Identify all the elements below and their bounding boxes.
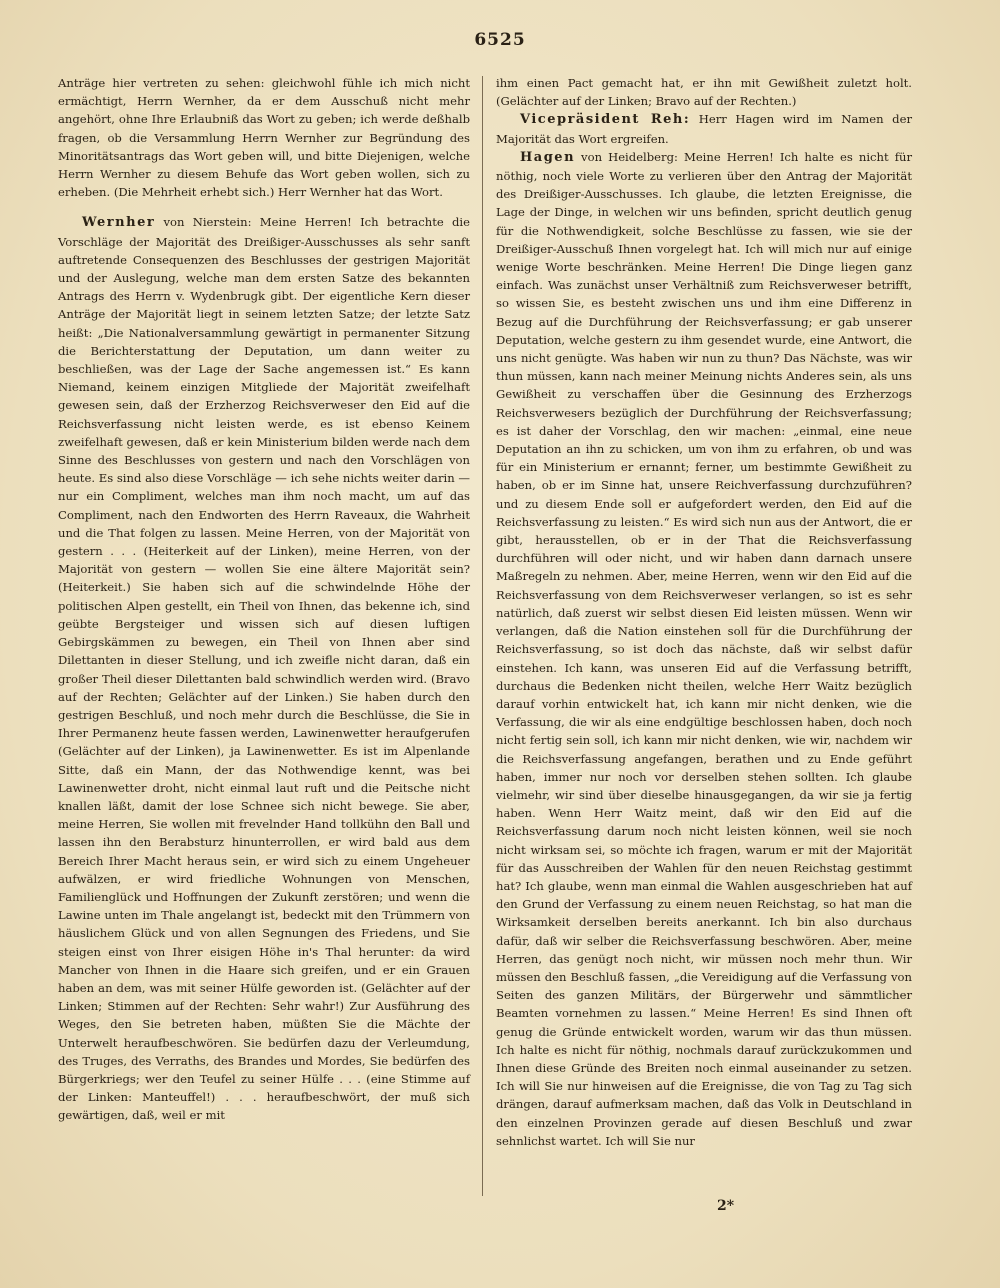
column-divider bbox=[482, 76, 483, 1196]
speech-text: von Nierstein: Meine Herren! Ich betrachte die Vorschläge der Majorität des Dreißiger-Ausschusses als sehr sanft auftretende Consequenzen des Beschlusses der gestrigen Majorität und der Auslegung, welche man dem ersten Satze des bekannten Antrags des Herrn v. Wydenbrugk gibt. Der eigentliche Kern dieser Anträge der Majorität liegt in seinem letzten Satze; der letzte Satz heißt: „Die Nationalversammlung gewärtigt in permanenter Sitzung die Berichterstattung der Deputation, um dann weiter zu beschließen, was der Lage der Sache angemessen ist.“ Es kann Niemand, keinem einzigen Mitgliede der Majorität zweifelhaft gewesen sein, daß der Erzherzog Reichsverweser den Eid auf die Reichsverfassung nicht leisten werde, es ist ebenso Keinem zweifelhaft gewesen, daß er kein Ministerium bilden werde nach dem Sinne des Beschlusses von gestern und nach den Vorschlägen von heute. Es sind also diese Vorschläge — ich sehe nichts weiter darin — nur ein Compliment, welches man ihm noch macht, um auf das Compliment, nach den Endworten des Herrn Raveaux, die Wahrheit und die That folgen zu lassen. Meine Herren, von der Majorität von gestern . . . (Heiterkeit auf der Linken), meine Herren, von der Majorität von gestern — wollen Sie eine ältere Majorität sein? (Heiterkeit.) Sie haben sich auf die schwindelnde Höhe der politischen Alpen gestellt, ein Theil von Ihnen, das bekenne ich, sind geübte Bergsteiger und wissen sich auf diesen luftigen Gebirgskämmen zu bewegen, ein Theil von Ihnen aber sind Dilettanten in dieser Stellung, und ich zweifle nicht daran, daß ein großer Theil dieser Dilettanten bald schwindlich werden wird. (Bravo auf der Rechten; Gelächter auf der Linken.) Sie haben durch den gestrigen Beschluß, und noch mehr durch die Beschlüsse, die Sie in Ihrer Permanenz heute fassen werden, Lawinenwetter heraufgerufen (Gelächter auf der Linken), ja Lawinenwetter. Es ist im Alpenlande Sitte, daß ein Mann, der das Nothwendige kennt, was bei Lawinenwetter droht, nicht einmal laut ruft und die Peitsche nicht knallen läßt, damit der lose Schnee sich nicht bewege. Sie aber, meine Herren, Sie wollen mit frevelnder Hand tollkühn den Ball und lassen ihn den Berabsturz hinunterrollen, er wird bald aus dem Bereich Ihrer Macht heraus sein, er wird sich zu einem Ungeheuer aufwälzen, er wird friedliche Wohnungen von Menschen, Familienglück und Hoffnungen der Zukunft zerstören; und wenn die Lawine unten im Thale angelangt ist, bedeckt mit den Trümmern von häuslichem Glück und von allen Segnungen des Friedens, und Sie steigen einst von Ihrer eisigen Höhe in's Thal herunter: da wird Mancher von Ihnen in die Haare sich greifen, und er ein Grauen haben an dem, was mit seiner Hülfe geworden ist. (Gelächter auf der Linken; Stimmen auf der Rechten: Sehr wahr!) Zur Ausführung des Weges, den Sie betreten haben, müßten Sie die Mächte der Unterwelt heraufbeschwören. Sie bedürfen dazu der Verleumdung, des Truges, des Verraths, des Brandes und Mordes, Sie bedürfen des Bürgerkriegs; wer den Teufel zu seiner Hülfe . . . (eine Stimme auf der Linken: Manteuffel!) . . . heraufbeschwört, der muß sich gewärtigen, daß, weil er mit bbox=[58, 215, 470, 1123]
speaker-name: Hagen bbox=[520, 149, 576, 165]
printer-signature: 2* bbox=[717, 1198, 735, 1214]
speech-text: Herr Hagen wird im Namen der Majorität das Wort ergreifen. bbox=[496, 112, 912, 146]
speaker-name: Wernher bbox=[82, 215, 156, 231]
paragraph-hagen-speech bbox=[496, 148, 912, 1150]
paragraph-continuation: ihm einen Pact gemacht hat, er ihn mit Gewißheit zuletzt holt. (Gelächter auf der Linken; Bravo auf der Rechten.) bbox=[496, 76, 912, 109]
speech-text: von Heidelberg: Meine Herren! Ich halte es nicht für nöthig, noch viele Worte zu verlieren über den Antrag der Majorität des Dreißiger-Ausschusses. Ich glaube, die letzten Ereignisse, die Lage der Dinge, in welchen wir uns befinden, spricht deutlich genug für die Nothwendigkeit, solche Beschlüsse zu fassen, wie sie der Dreißiger-Ausschuß Ihnen vorgelegt hat. Ich will mich nur auf einige wenige Worte beschränken. Meine Herren! Die Dinge liegen ganz einfach. Was zunächst unser Verhältniß zum Reichsverweser betrifft, so wissen Sie, es besteht zwischen uns und ihm eine Differenz in Bezug auf die Durchführung der Reichsverfassung; er gab unserer Deputation, welche gestern zu ihm gesendet wurde, eine Antwort, die uns nicht genügte. Was haben wir nun zu thun? Das Nächste, was wir thun müssen, kann nach meiner Meinung nichts Anderes sein, als uns Gewißheit zu verschaffen über die Gesinnung des Erzherzogs Reichsverwesers bezüglich der Durchführung der Reichsverfassung; es ist daher der Vorschlag, den wir machen: „einmal, eine neue Deputation an ihn zu schicken, um von ihm zu erfahren, ob und was für ein Ministerium er ernannt; ferner, um bestimmte Gewißheit zu haben, ob er im Sinne hat, unsere Reichverfassung durchzuführen? und zu diesem Ende soll er aufgefordert werden, den Eid auf die Reichsverfassung zu leisten.“ Es wird sich nun aus der Antwort, die er gibt, herausstellen, ob er in der That die Reichsverfassung durchführen will oder nicht, und wir haben dann darnach unsere Maßregeln zu nehmen. Aber, meine Herren, wenn wir den Eid auf die Reichsverfassung von dem Reichsverweser verlangen, so ist es sehr natürlich, daß zuerst wir selbst diesen Eid leisten müssen. Wenn wir verlangen, daß die Nation einstehen soll für die Durchführung der Reichsverfassung, so ist doch das nächste, daß wir selbst dafür einstehen. Ich kann, was unseren Eid auf die Verfassung betrifft, durchaus die Bedenken nicht theilen, welche Herr Waitz bezüglich darauf vorhin entwickelt hat, ich kann mir nicht denken, wie die Verfassung, die wir als eine endgültige beschlossen haben, doch noch nicht fertig sein soll, ich kann mir nicht denken, wie wir, nachdem wir die Reichsverfassung angefangen, berathen und zu Ende geführt haben, immer nur noch vor derselben stehen sollten. Ich glaube vielmehr, wir sind über dieselbe hinausgegangen, da wir sie ja fertig haben. Wenn Herr Waitz meint, daß wir den Eid auf die Reichsverfassung darum noch nicht leisten können, weil sie noch nicht wirksam sei, so möchte ich fragen, warum er mit der Majorität für das Ausschreiben der Wahlen für den neuen Reichstag gestimmt hat? Ich glaube, wenn man einmal die Wahlen ausgeschrieben hat auf den Grund der Verfassung zu einem neuen Reichstag, so hat man die Wirksamkeit derselben bereits anerkannt. Ich bin also durchaus dafür, daß wir selber die Reichsverfassung beschwören. Aber, meine Herren, das genügt noch nicht, wir müssen noch mehr thun. Wir müssen den Beschluß fassen, „die Vereidigung auf die Verfassung von Seiten des ganzen Militärs, der Bürgerwehr und sämmtlicher Beamten vornehmen zu lassen.“ Meine Herren! Es sind Ihnen oft genug die Gründe entwickelt worden, warum wir das thun müssen. Ich halte es nicht für nöthig, nochmals darauf zurückzukommen und Ihnen diese Gründe des Breiten noch einmal auseinander zu setzen. Ich will Sie nur hinweisen auf die Ereignisse, die von Tag zu Tag sich drängen, darauf aufmerksam machen, daß das Volk in Deutschland in den einzelnen Provinzen gerade auf diesen Beschluß und zwar sehnlichst wartet. Ich will Sie nur bbox=[496, 149, 912, 1148]
right-column bbox=[496, 74, 912, 1150]
speaker-name: Vicepräsident Reh: bbox=[520, 112, 691, 128]
paragraph-president-remarks: Anträge hier vertreten zu sehen: gleichwohl fühle ich mich nicht ermächtigt, Herrn Wernher, da er dem Ausschuß nicht mehr angehört, ohne Ihre Erlaubniß das Wort zu geben; ich werde deßhalb fragen, ob die Versammlung Herrn Wernher zur Begründung des Minoritätsantrags das Wort geben will, und bitte Diejenigen, welche Herrn Wernher zu diesem Behufe das Wort geben wollen, sich zu erheben. (Die Mehrheit erhebt sich.) Herr Wernher hat das Wort. bbox=[58, 76, 470, 200]
paragraph-wernher-speech bbox=[58, 213, 470, 1124]
paragraph-vicepresident bbox=[496, 110, 912, 147]
page-number: 6525 bbox=[474, 30, 526, 50]
left-column bbox=[58, 74, 470, 1125]
